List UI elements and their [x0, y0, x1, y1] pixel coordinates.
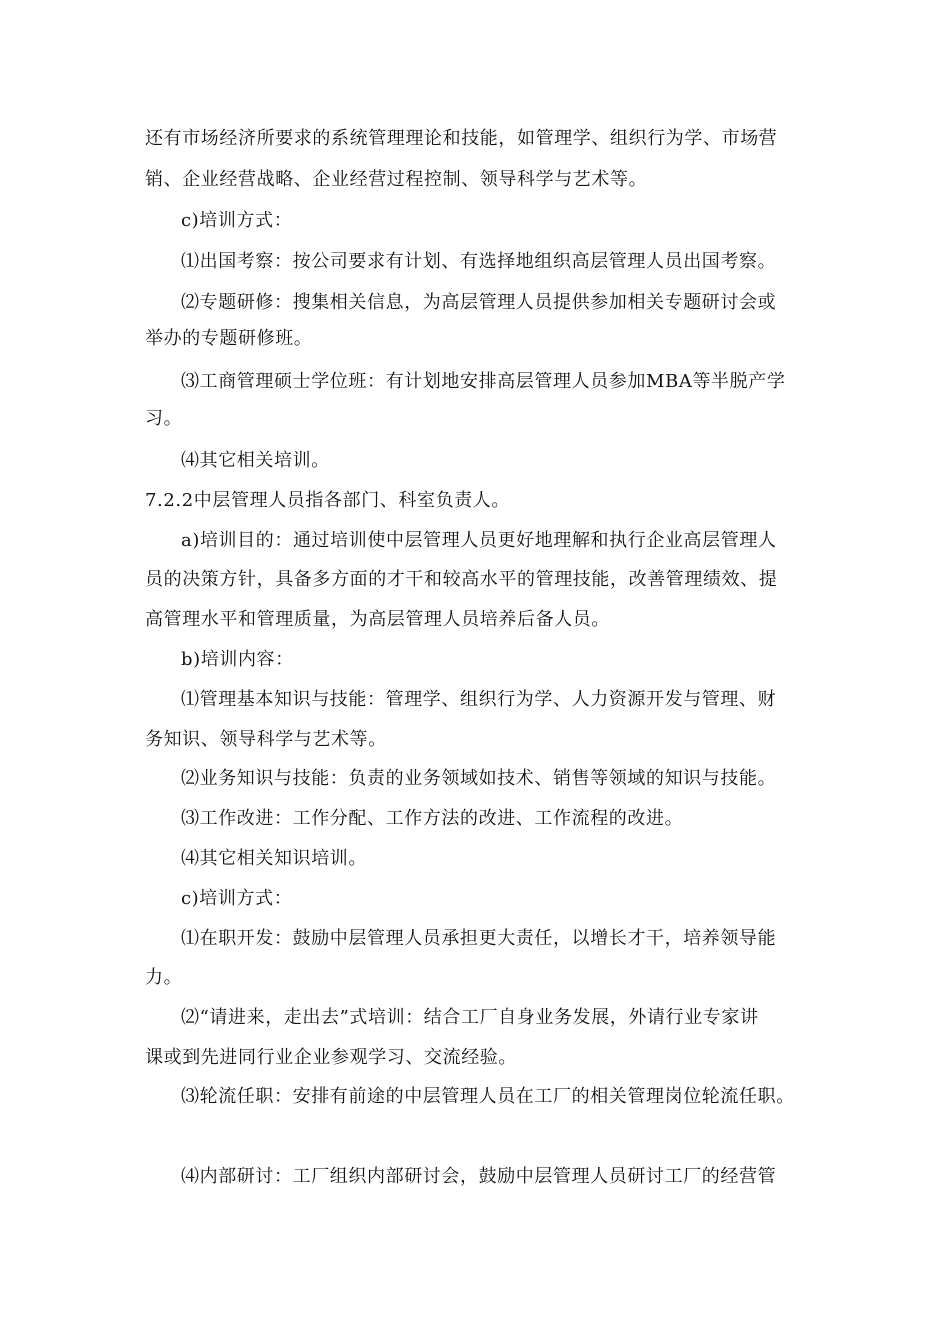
list-item: ⑴管理基本知识与技能：管理学、组织行为学、人力资源开发与管理、财 — [181, 689, 777, 710]
section-label: c)培训方式： — [181, 888, 293, 909]
list-item: ⑷内部研讨：工厂组织内部研讨会，鼓励中层管理人员研讨工厂的经营管 — [181, 1166, 777, 1187]
list-item: ⑴在职开发：鼓励中层管理人员承担更大责任，以增长才干，培养领导能 — [181, 928, 777, 949]
list-item: ⑷其它相关知识培训。 — [181, 848, 367, 869]
text-line: 务知识、领导科学与艺术等。 — [145, 729, 387, 750]
list-item: ⑵专题研修：搜集相关信息，为高层管理人员提供参加相关专题研讨会或 — [181, 292, 777, 313]
section-label: b)培训内容： — [181, 649, 294, 670]
list-item: ⑵业务知识与技能：负责的业务领域如技术、销售等领域的知识与技能。 — [181, 768, 777, 789]
section-label: c)培训方式： — [181, 210, 293, 231]
text-line: 习。 — [145, 408, 183, 429]
section-heading: 7.2.2中层管理人员指各部门、科室负责人。 — [145, 490, 510, 511]
text-line: 力。 — [145, 967, 183, 988]
list-item: ⑴出国考察：按公司要求有计划、有选择地组织高层管理人员出国考察。 — [181, 251, 777, 272]
list-item: ⑵“请进来，走出去”式培训：结合工厂自身业务发展，外请行业专家讲 — [181, 1007, 759, 1028]
list-item: ⑷其它相关培训。 — [181, 450, 330, 471]
text-line: 举办的专题研修班。 — [145, 328, 313, 349]
text-line: 还有市场经济所要求的系统管理理论和技能，如管理学、组织行为学、市场营 — [145, 128, 778, 149]
list-item: ⑶工作改进：工作分配、工作方法的改进、工作流程的改进。 — [181, 808, 684, 829]
text-line: 课或到先进同行业企业参观学习、交流经验。 — [145, 1047, 517, 1068]
list-item: ⑶工商管理硕士学位班：有计划地安排高层管理人员参加MBA等半脱产学 — [181, 371, 786, 392]
text-line: 高管理水平和管理质量，为高层管理人员培养后备人员。 — [145, 609, 610, 630]
text-line: 员的决策方针，具备多方面的才干和较高水平的管理技能，改善管理绩效、提 — [145, 569, 778, 590]
list-item: a)培训目的：通过培训使中层管理人员更好地理解和执行企业高层管理人 — [181, 530, 777, 551]
list-item: ⑶轮流任职：安排有前途的中层管理人员在工厂的相关管理岗位轮流任职。 — [181, 1086, 795, 1107]
text-line: 销、企业经营战略、企业经营过程控制、领导科学与艺术等。 — [145, 169, 648, 190]
